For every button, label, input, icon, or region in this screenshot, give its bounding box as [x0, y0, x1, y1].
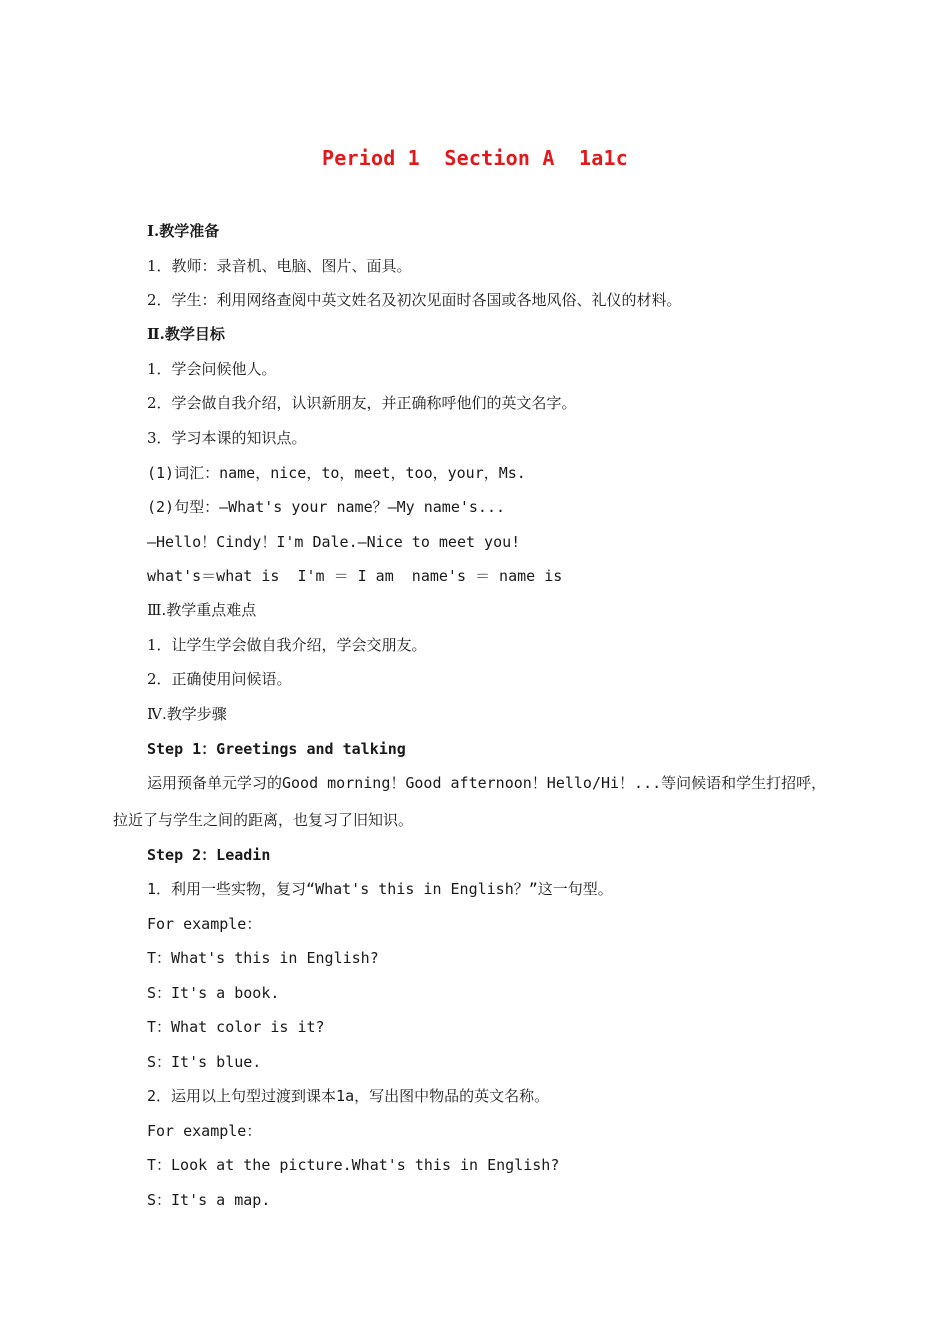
step-heading: Step 1：Greetings and talking [147, 740, 406, 758]
dialogue-line: T：What's this in English? [147, 949, 379, 967]
dialogue-line: S：It's blue. [147, 1053, 262, 1071]
text-line: 1．学会问候他人。 [147, 360, 277, 378]
text-line: For example： [147, 915, 262, 933]
text-line: 1．利用一些实物，复习“What's this in English？”这一句型。 [147, 880, 613, 898]
text-line: (2)句型：—What's your name？—My name's... [147, 498, 506, 516]
dialogue-line: T：What color is it? [147, 1018, 325, 1036]
section-heading-key-points: Ⅲ.教学重点难点 [147, 601, 257, 619]
section-heading-steps: Ⅳ.教学步骤 [147, 705, 227, 723]
dialogue-line: T：Look at the picture.What's this in English? [147, 1156, 560, 1174]
dialogue-line: S：It's a map. [147, 1191, 271, 1209]
text-line: (1)词汇：name，nice，to，meet，too，your，Ms. [147, 464, 526, 482]
text-line: For example： [147, 1122, 262, 1140]
text-line: 2．学生：利用网络查阅中英文姓名及初次见面时各国或各地风俗、礼仪的材料。 [147, 291, 682, 309]
text-line: 1．教师：录音机、电脑、图片、面具。 [147, 257, 412, 275]
text-line: 运用预备单元学习的Good morning！Good afternoon！Hello/Hi！...等问候语和学生打招呼， [147, 774, 827, 792]
text-line: 1．让学生学会做自我介绍，学会交朋友。 [147, 636, 427, 654]
document-title: Period 1 Section A 1a1c [321, 146, 629, 170]
text-line: what's＝what is I'm ＝ I am name's ＝ name is [147, 567, 563, 585]
text-line: 拉近了与学生之间的距离，也复习了旧知识。 [113, 811, 414, 829]
text-line: 3．学习本课的知识点。 [147, 429, 307, 447]
text-line: —Hello！Cindy！I'm Dale.—Nice to meet you! [147, 533, 521, 551]
text-line: 2．运用以上句型过渡到课本1a，写出图中物品的英文名称。 [147, 1087, 550, 1105]
text-line: 2．正确使用问候语。 [147, 670, 292, 688]
section-heading-preparation: Ⅰ.教学准备 [147, 222, 220, 240]
step-heading: Step 2：Leadin [147, 846, 271, 864]
text-line: 2．学会做自我介绍，认识新朋友，并正确称呼他们的英文名字。 [147, 394, 577, 412]
section-heading-objectives: Ⅱ.教学目标 [147, 325, 225, 343]
dialogue-line: S：It's a book. [147, 984, 280, 1002]
